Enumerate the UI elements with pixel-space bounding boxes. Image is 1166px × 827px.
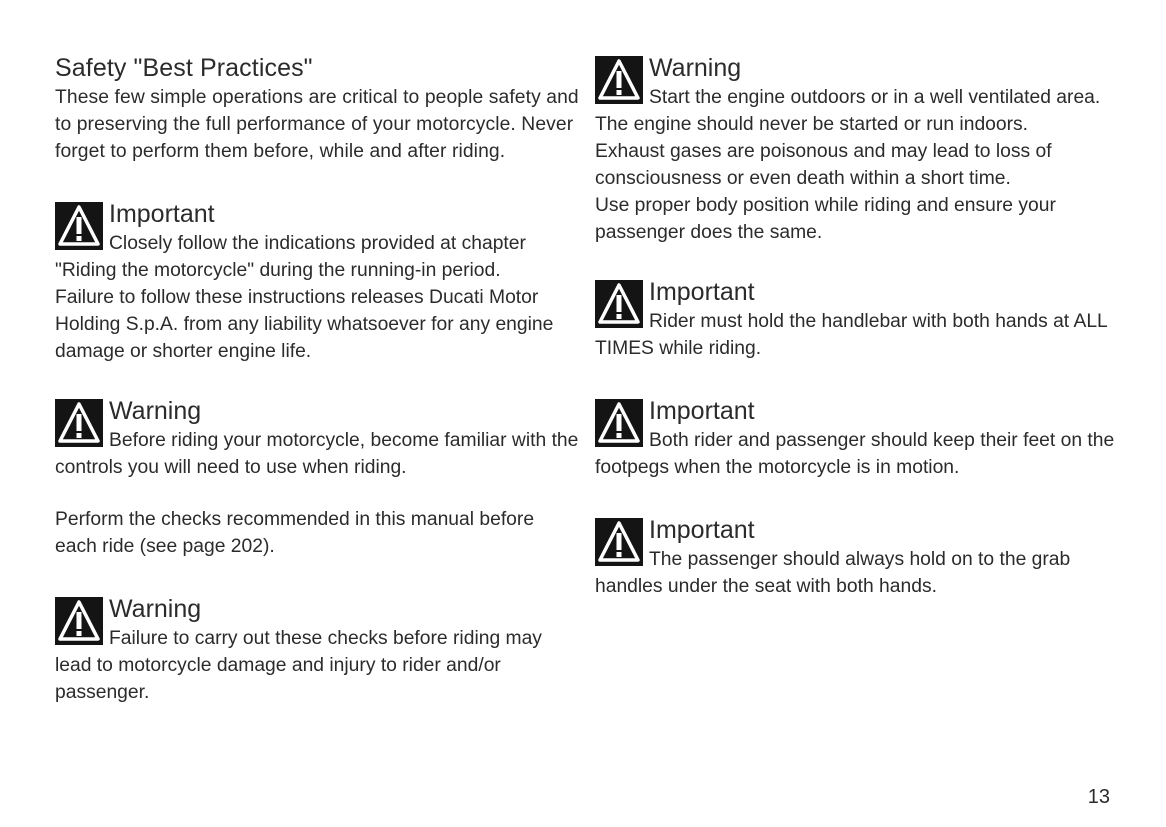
warning-triangle-icon bbox=[595, 518, 643, 566]
warning-triangle-icon bbox=[595, 399, 643, 447]
warning-note bbox=[595, 52, 1115, 246]
page-title: Safety "Best Practices" bbox=[55, 54, 313, 82]
note-heading: Warning bbox=[109, 397, 202, 425]
left-column bbox=[55, 52, 580, 706]
important-note bbox=[595, 276, 1115, 362]
note-heading: Important bbox=[649, 516, 755, 544]
note-paragraph: Start the engine outdoors or in a well ventilated area. The engine should never be started or run indoors. bbox=[595, 87, 1101, 135]
warning-triangle-icon bbox=[55, 399, 103, 447]
warning-triangle-icon bbox=[595, 56, 643, 104]
note-paragraph: Exhaust gases are poisonous and may lead to loss of consciousness or even death within a short time. bbox=[595, 141, 1052, 189]
note-paragraph: The passenger should always hold on to the grab handles under the seat with both hands. bbox=[595, 549, 1071, 597]
note-heading: Important bbox=[109, 200, 215, 228]
note-paragraph: Failure to follow these instructions releases Ducati Motor Holding S.p.A. from any liability whatsoever for any engine damage or shorter engine life. bbox=[55, 287, 554, 362]
warning-triangle-icon bbox=[55, 202, 103, 250]
note-heading: Warning bbox=[649, 54, 742, 82]
right-column bbox=[595, 52, 1115, 600]
note-heading: Important bbox=[649, 397, 755, 425]
note-paragraph: Both rider and passenger should keep their feet on the footpegs when the motorcycle is in motion. bbox=[595, 430, 1115, 478]
note-paragraph: Rider must hold the handlebar with both hands at ALL TIMES while riding. bbox=[595, 311, 1108, 359]
note-paragraph: Closely follow the indications provided at chapter "Riding the motorcycle" during the running-in period. bbox=[55, 233, 526, 281]
important-note bbox=[595, 514, 1115, 600]
note-paragraph: Perform the checks recommended in this manual before each ride (see page 202). bbox=[55, 509, 535, 557]
warning-note bbox=[55, 593, 580, 706]
note-paragraph: Before riding your motorcycle, become familiar with the controls you will need to use when riding. bbox=[55, 430, 579, 478]
warning-note bbox=[55, 395, 580, 560]
note-paragraph: Failure to carry out these checks before riding may lead to motorcycle damage and injury to rider and/or passenger. bbox=[55, 628, 542, 703]
note-heading: Warning bbox=[109, 595, 202, 623]
warning-triangle-icon bbox=[595, 280, 643, 328]
important-note bbox=[595, 395, 1115, 481]
important-note bbox=[55, 198, 580, 365]
page-number: 13 bbox=[1087, 786, 1110, 808]
warning-triangle-icon bbox=[55, 597, 103, 645]
note-heading: Important bbox=[649, 278, 755, 306]
note-paragraph: Use proper body position while riding and ensure your passenger does the same. bbox=[595, 195, 1056, 243]
intro-paragraph: These few simple operations are critical to people safety and to preserving the full performance of your motorcycle. Never forget to perform them before, while and after riding. bbox=[55, 87, 579, 162]
